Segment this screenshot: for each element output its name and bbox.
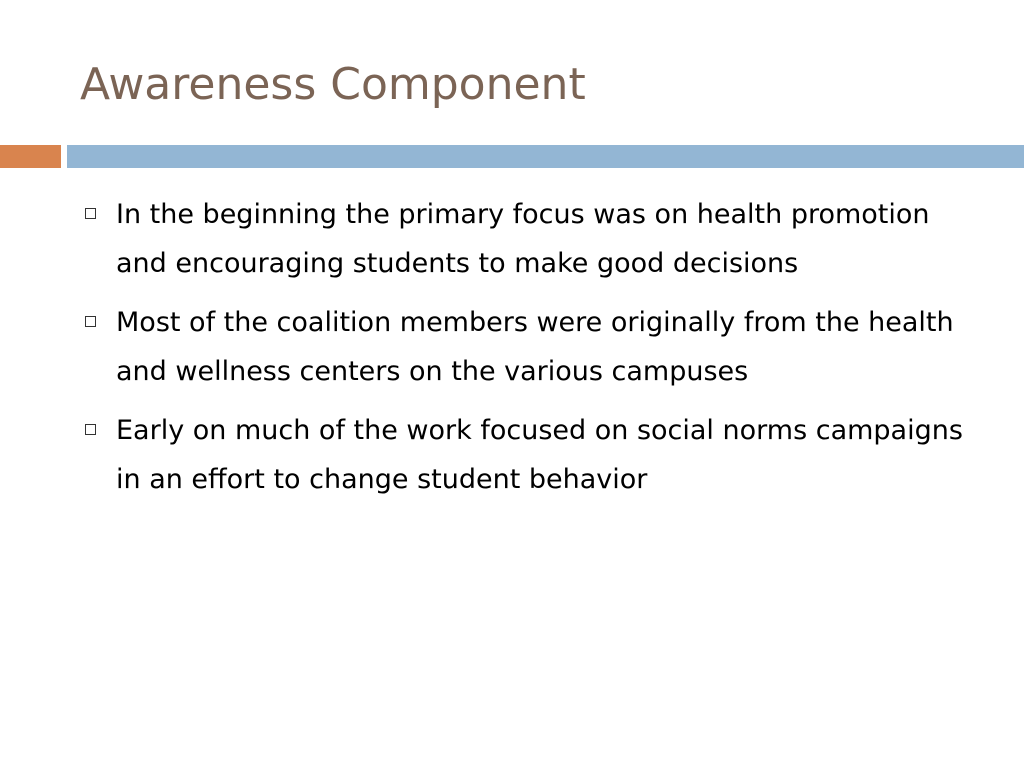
bullet-text: Most of the coalition members were originally from the health and wellness centers on the various campuses [116, 307, 954, 387]
bullet-text: Early on much of the work focused on social norms campaigns in an effort to change student behavior [116, 415, 963, 495]
bullet-list [82, 190, 982, 514]
bullet-item [82, 406, 982, 504]
bullet-item [82, 190, 982, 288]
slide-title: Awareness Component [80, 59, 586, 110]
square-bullet-icon [85, 424, 96, 435]
accent-bar-blue [67, 145, 1024, 168]
bullet-item [82, 298, 982, 396]
accent-bar-orange [0, 145, 61, 168]
square-bullet-icon [85, 316, 96, 327]
square-bullet-icon [85, 208, 96, 219]
bullet-text: In the beginning the primary focus was on health promotion and encouraging students to make good decisions [116, 199, 930, 279]
